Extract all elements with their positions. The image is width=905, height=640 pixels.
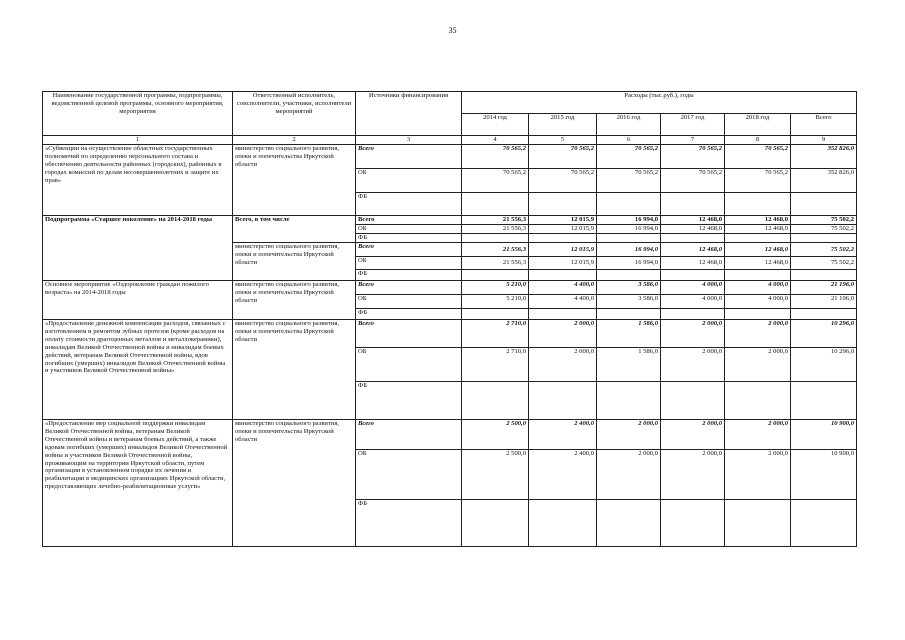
col-number: 6 [597, 136, 661, 145]
value-cell: 2 500,0 [462, 450, 529, 500]
col-number: 9 [791, 136, 857, 145]
value-cell: 21 196,0 [791, 281, 857, 295]
value-cell: 10 296,0 [791, 348, 857, 382]
header-name: Наименование государственной программы, подпрограммы, ведомственной целевой программы, основного мероприятия, мероприятия [43, 92, 233, 136]
col-number: 2 [233, 136, 356, 145]
value-cell: 5 210,0 [462, 281, 529, 295]
value-cell: 12 015,9 [529, 257, 597, 270]
value-cell: 10 296,0 [791, 320, 857, 348]
value-cell: 12 468,0 [725, 216, 791, 225]
value-cell: 2 000,0 [725, 320, 791, 348]
value-cell: 2 000,0 [529, 320, 597, 348]
row-name: Основное мероприятие «Оздоровление граждан пожилого возраста» на 2014-2018 годы [43, 281, 233, 320]
value-cell: 12 468,0 [661, 243, 725, 257]
header-year: 2015 год [529, 114, 597, 136]
value-cell: 2 710,0 [462, 320, 529, 348]
value-cell: 2 400,0 [529, 450, 597, 500]
value-cell: 4 000,0 [661, 295, 725, 309]
value-cell: 2 000,0 [725, 450, 791, 500]
col-number: 1 [43, 136, 233, 145]
value-cell: 21 556,3 [462, 225, 529, 234]
value-cell: 21 556,3 [462, 243, 529, 257]
value-cell: 4 000,0 [661, 281, 725, 295]
value-cell: 12 468,0 [661, 225, 725, 234]
row-executor: министерство социального развития, опеки и попечительства Иркутской области [233, 243, 356, 281]
row-executor: министерство социального развития, опеки и попечительства Иркутской области [233, 281, 356, 320]
value-cell: 4 000,0 [725, 295, 791, 309]
value-cell: 4 400,0 [529, 295, 597, 309]
value-cell: 2 000,0 [725, 348, 791, 382]
value-cell: 4 000,0 [725, 281, 791, 295]
value-cell: 2 000,0 [661, 420, 725, 450]
header-year: 2017 год [661, 114, 725, 136]
value-cell: 75 502,2 [791, 243, 857, 257]
source-ob: ОБ [356, 450, 462, 500]
value-cell: 2 500,0 [462, 420, 529, 450]
source-ob: ОБ [356, 348, 462, 382]
value-cell: 12 015,9 [529, 243, 597, 257]
value-cell: 70 565,2 [462, 169, 529, 193]
source-ob: ОБ [356, 257, 462, 270]
page-number: 35 [448, 26, 457, 35]
row-name: «Предоставление денежной компенсации расходов, связанных с изготовлением и ремонтом зубных протезов (кроме расходов на оплату стоимости драгоценных металлов и металлокерамики), инвалидам Великой Отечественной войны и инвалидам боевых действий, ветеранам Великой Отечественной войны, вдов погибших (умерших) инвалидов Великой Отечественной войны и участников Великой Отечественной войны» [43, 320, 233, 420]
value-cell: 2 000,0 [661, 450, 725, 500]
value-cell: 352 826,0 [791, 169, 857, 193]
source-ob: ОБ [356, 295, 462, 309]
value-cell: 16 994,0 [597, 216, 661, 225]
row-name: «Предоставление мер социальной поддержки инвалидам Великой Отечественной войны, ветеранам Великой Отечественной войны и ветеранам боевых действий, а также вдовам погибших (умерших) инвалидов Великой Отечественной войны и участников Великой Отечественной войны, проживающим на территории Иркутской области, путем организации в установленном порядке их лечения и реабилитации в медицинских организациях Иркутской области, предоставляющих лечебно-реабилитационные услуги» [43, 420, 233, 547]
header-year: 2014 год [462, 114, 529, 136]
value-cell: 75 502,2 [791, 216, 857, 225]
value-cell: 70 565,2 [462, 145, 529, 169]
value-cell: 70 565,2 [597, 169, 661, 193]
table-row [43, 281, 857, 295]
col-number: 8 [725, 136, 791, 145]
source-total: Всего [356, 145, 462, 169]
col-number: 4 [462, 136, 529, 145]
header-executor: Ответственный исполнитель, соисполнители, участники, исполнители мероприятий [233, 92, 356, 136]
source-ob: ОБ [356, 169, 462, 193]
value-cell: 75 502,2 [791, 225, 857, 234]
value-cell: 12 015,9 [529, 216, 597, 225]
header-total: Всего [791, 114, 857, 136]
value-cell: 2 710,0 [462, 348, 529, 382]
col-number: 5 [529, 136, 597, 145]
value-cell: 10 900,0 [791, 420, 857, 450]
source-fb: ФБ [356, 500, 462, 547]
value-cell: 16 994,0 [597, 225, 661, 234]
value-cell: 1 586,0 [597, 320, 661, 348]
value-cell: 12 015,9 [529, 225, 597, 234]
source-total: Всего [356, 216, 462, 225]
col-number: 3 [356, 136, 462, 145]
row-executor: министерство социального развития, опеки и попечительства Иркутской области [233, 320, 356, 420]
source-fb: ФБ [356, 309, 462, 320]
source-fb: ФБ [356, 382, 462, 420]
value-cell: 12 468,0 [725, 225, 791, 234]
value-cell: 5 210,0 [462, 295, 529, 309]
row-executor: Всего, в том числе [233, 216, 356, 243]
source-fb: ФБ [356, 270, 462, 281]
table-row [43, 420, 857, 450]
value-cell: 70 565,2 [529, 145, 597, 169]
source-ob: ОБ [356, 225, 462, 234]
row-name: «Субвенции на осуществление областных государственных полномочий по определению персонального состава и обеспечению деятельности районных (городских), районных в городах комиссий по делам несовершеннолетних и защите их прав» [43, 145, 233, 216]
value-cell: 70 565,2 [529, 169, 597, 193]
value-cell: 21 196,0 [791, 295, 857, 309]
value-cell: 70 565,2 [725, 169, 791, 193]
budget-table [42, 91, 857, 547]
value-cell: 12 468,0 [725, 257, 791, 270]
value-cell: 21 556,3 [462, 216, 529, 225]
col-number: 7 [661, 136, 725, 145]
value-cell: 70 565,2 [725, 145, 791, 169]
value-cell: 12 468,0 [661, 216, 725, 225]
value-cell: 3 586,0 [597, 281, 661, 295]
value-cell: 70 565,2 [661, 145, 725, 169]
value-cell: 12 468,0 [661, 257, 725, 270]
source-fb: ФБ [356, 193, 462, 216]
value-cell: 12 468,0 [725, 243, 791, 257]
value-cell: 2 000,0 [529, 348, 597, 382]
source-total: Всего [356, 243, 462, 257]
value-cell: 2 400,0 [529, 420, 597, 450]
value-cell: 2 000,0 [597, 450, 661, 500]
value-cell: 10 900,0 [791, 450, 857, 500]
value-cell: 16 994,0 [597, 243, 661, 257]
table-row [43, 320, 857, 348]
header-year: 2016 год [597, 114, 661, 136]
header-source: Источники финансирования [356, 92, 462, 136]
header-expenses: Расходы (тыс.руб.), годы [462, 92, 857, 114]
value-cell: 1 586,0 [597, 348, 661, 382]
source-fb: ФБ [356, 234, 462, 243]
value-cell: 16 994,0 [597, 257, 661, 270]
value-cell: 70 565,2 [597, 145, 661, 169]
value-cell: 4 400,0 [529, 281, 597, 295]
value-cell: 2 000,0 [661, 348, 725, 382]
value-cell: 21 556,3 [462, 257, 529, 270]
value-cell: 2 000,0 [597, 420, 661, 450]
value-cell: 2 000,0 [725, 420, 791, 450]
table-row [43, 216, 857, 225]
value-cell: 3 586,0 [597, 295, 661, 309]
row-executor: министерство социального развития, опеки и попечительства Иркутской области [233, 145, 356, 216]
source-total: Всего [356, 281, 462, 295]
source-total: Всего [356, 320, 462, 348]
subprogram-name: Подпрограмма «Старшее поколение» на 2014-2018 годы [43, 216, 233, 281]
value-cell: 75 502,2 [791, 257, 857, 270]
source-total: Всего [356, 420, 462, 450]
table-row [43, 145, 857, 169]
value-cell: 70 565,2 [661, 169, 725, 193]
value-cell: 2 000,0 [661, 320, 725, 348]
header-year: 2018 год [725, 114, 791, 136]
value-cell: 352 826,0 [791, 145, 857, 169]
row-executor: министерство социального развития, опеки и попечительства Иркутской области [233, 420, 356, 547]
